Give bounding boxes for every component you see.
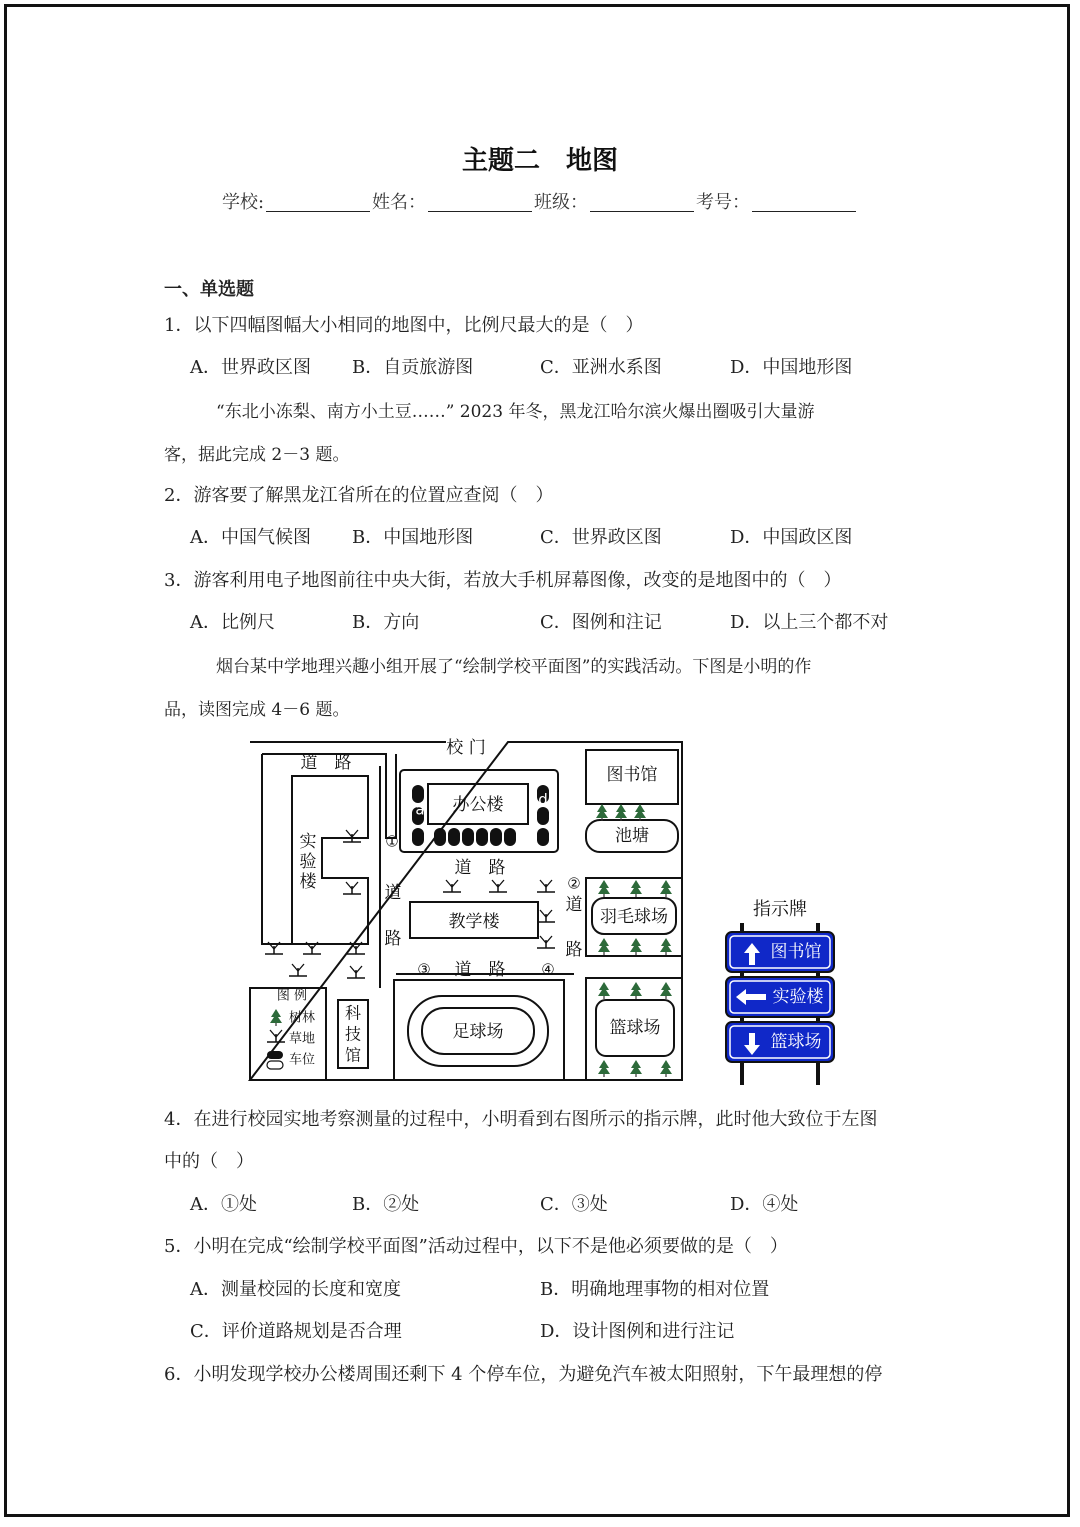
sign-lab-label: 实验楼 xyxy=(772,987,824,1007)
intro-paragraph-1-line-2: 客，据此完成 2－3 题。 xyxy=(164,445,350,465)
question-4-option-c: C．③处 xyxy=(540,1194,608,1215)
question-3-stem: 3．游客利用电子地图前往中央大街，若放大手机屏幕图像，改变的是地图中的（ ） xyxy=(164,570,842,591)
signpost-title: 指示牌 xyxy=(753,899,807,920)
number-label: 考号： xyxy=(696,192,751,213)
question-5-option-c: C．评价道路规划是否合理 xyxy=(190,1321,402,1342)
map-road-middle-label: 道 路 xyxy=(454,858,506,878)
map-road-bottom-label: 道 路 xyxy=(454,960,506,980)
question-5-option-a: A．测量校园的长度和宽度 xyxy=(190,1279,401,1300)
map-legend-grass: 草地 xyxy=(288,1031,316,1047)
class-label: 班级： xyxy=(534,192,589,213)
map-science-char-1: 科 xyxy=(344,1003,362,1023)
school-blank xyxy=(266,193,370,212)
question-3-option-c: C．图例和注记 xyxy=(540,612,662,633)
question-3-option-a: A．比例尺 xyxy=(190,612,275,633)
map-spot-a: a xyxy=(415,800,425,819)
sign-basketball-label: 篮球场 xyxy=(770,1032,822,1052)
question-1-option-d: D．中国地形图 xyxy=(730,357,853,378)
section-heading: 一、单选题 xyxy=(164,279,254,300)
map-basketball-label: 篮球场 xyxy=(609,1018,661,1038)
map-road-right-label-1: 道 xyxy=(565,895,583,915)
question-4-stem-line-1: 4．在进行校园实地考察测量的过程中，小明看到右图所示的指示牌，此时他大致位于左图 xyxy=(164,1109,878,1130)
intro-paragraph-2-line-1: 烟台某中学地理兴趣小组开展了“绘制学校平面图”的实践活动。下图是小明的作 xyxy=(216,657,812,677)
question-2-option-d: D．中国政区图 xyxy=(730,527,853,548)
map-football-label: 足球场 xyxy=(452,1022,504,1042)
map-road-top-label: 道 路 xyxy=(300,753,352,773)
question-2-option-a: A．中国气候图 xyxy=(190,527,311,548)
question-4-stem-line-2: 中的（ ） xyxy=(164,1151,254,1172)
question-6-stem: 6．小明发现学校办公楼周围还剩下 4 个停车位，为避免汽车被太阳照射，下午最理想的停 xyxy=(164,1364,883,1385)
question-3-option-d: D．以上三个都不对 xyxy=(730,612,889,633)
map-road-left-label-1: 道 xyxy=(384,883,402,903)
school-label: 学校: xyxy=(221,192,265,213)
question-5-option-d: D．设计图例和进行注记 xyxy=(540,1321,735,1342)
question-1-stem: 1．以下四幅图幅大小相同的地图中，比例尺最大的是（ ） xyxy=(164,315,644,336)
map-mark-2: ② xyxy=(567,874,581,893)
map-gate-label: 校 门 xyxy=(446,738,486,758)
map-spot-b: b xyxy=(423,828,433,847)
map-spot-c: c xyxy=(521,828,531,847)
map-spot-d: d xyxy=(538,790,548,809)
map-legend-title: 图 例 xyxy=(276,988,308,1004)
question-1-option-c: C．亚洲水系图 xyxy=(540,357,662,378)
question-5-stem: 5．小明在完成“绘制学校平面图”活动过程中，以下不是他必须要做的是（ ） xyxy=(164,1236,788,1257)
map-teaching-label: 教学楼 xyxy=(448,912,500,932)
page-title: 主题二 地图 xyxy=(461,146,618,176)
map-pond-label: 池塘 xyxy=(615,826,649,846)
map-science-char-3: 馆 xyxy=(344,1045,362,1065)
number-blank xyxy=(752,193,856,212)
question-4-option-a: A．①处 xyxy=(190,1194,257,1215)
map-road-left-label-2: 路 xyxy=(384,929,402,949)
map-legend-forest: 树林 xyxy=(288,1010,316,1026)
question-4-option-d: D．④处 xyxy=(730,1194,799,1215)
question-5-option-b: B．明确地理事物的相对位置 xyxy=(540,1279,770,1300)
map-mark-3: ③ xyxy=(417,960,431,979)
signpost xyxy=(720,895,840,1087)
school-map xyxy=(246,738,686,1084)
map-mark-4: ④ xyxy=(541,960,555,979)
name-blank xyxy=(428,193,532,212)
map-legend-parking: 车位 xyxy=(288,1052,316,1068)
map-mark-1: ① xyxy=(385,832,399,851)
class-blank xyxy=(590,193,694,212)
question-4-option-b: B．②处 xyxy=(352,1194,420,1215)
intro-paragraph-2-line-2: 品，读图完成 4－6 题。 xyxy=(164,700,350,720)
student-info-line xyxy=(0,188,1080,214)
map-lab-char-1: 实 xyxy=(299,832,317,852)
map-lab-char-3: 楼 xyxy=(299,872,317,892)
intro-paragraph-1-line-1: “东北小冻梨、南方小土豆……” 2023 年冬，黑龙江哈尔滨火爆出圈吸引大量游 xyxy=(216,402,815,422)
question-1-option-b: B．自贡旅游图 xyxy=(352,357,474,378)
map-library-label: 图书馆 xyxy=(606,765,658,785)
map-office-label: 办公楼 xyxy=(452,795,504,815)
map-lab-char-2: 验 xyxy=(299,852,317,872)
question-3-option-b: B．方向 xyxy=(352,612,420,633)
question-2-option-c: C．世界政区图 xyxy=(540,527,662,548)
map-road-right-label-2: 路 xyxy=(565,940,583,960)
sign-library-label: 图书馆 xyxy=(770,942,822,962)
question-2-option-b: B．中国地形图 xyxy=(352,527,474,548)
question-1-option-a: A．世界政区图 xyxy=(190,357,311,378)
name-label: 姓名： xyxy=(372,192,427,213)
map-badminton-label: 羽毛球场 xyxy=(600,907,668,927)
map-science-char-2: 技 xyxy=(344,1024,362,1044)
question-2-stem: 2．游客要了解黑龙江省所在的位置应查阅（ ） xyxy=(164,485,554,506)
